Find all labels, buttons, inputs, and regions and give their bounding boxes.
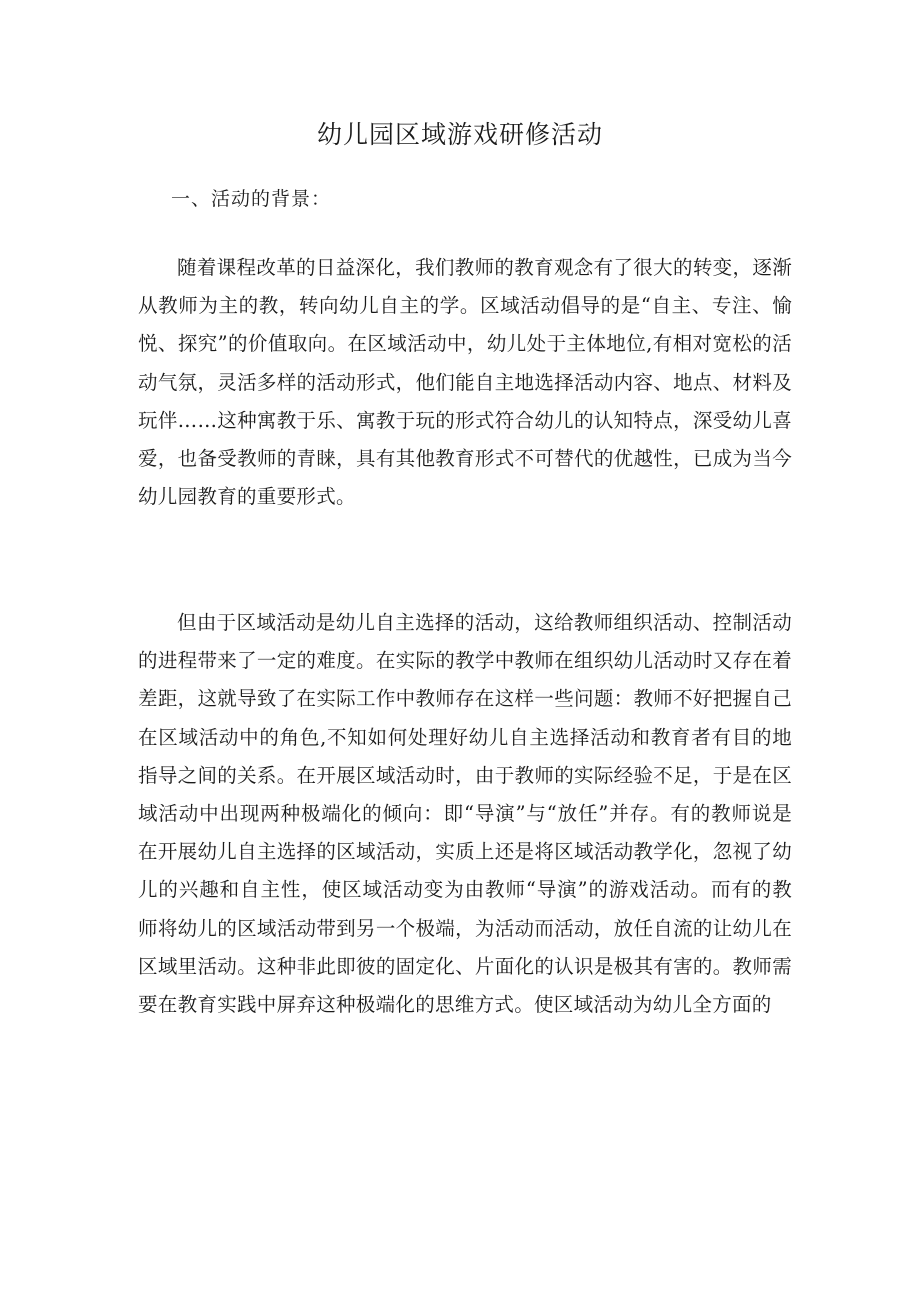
paragraph-background-2: 但由于区域活动是幼儿自主选择的活动，这给教师组织活动、控制活动的进程带来了一定的难度。在实际的教学中教师在组织幼儿活动时又存在着差距，这就导致了在实际工作中教师存在这样一些问题：教师不好把握自己在区域活动中的角色,不知如何处理好幼儿自主选择活动和教育者有目的地指导之间的关系。在开展区域活动时，由于教师的实际经验不足，于是在区域活动中出现两种极端化的倾向：即“导演”与“放任”并存。有的教师说是在开展幼儿自主选择的区域活动，实质上还是将区域活动教学化，忽视了幼儿的兴趣和自主性，使区域活动变为由教师“导演”的游戏活动。而有的教师将幼儿的区域活动带到另一个极端，为活动而活动，放任自流的让幼儿在区域里活动。这种非此即彼的固定化、片面化的认识是极其有害的。教师需要在教育实践中屏弃这种极端化的思维方式。使区域活动为幼儿全方面的 [138,611,792,1017]
document-title: 幼儿园区域游戏研修活动 [316,120,603,149]
section-heading: 一、活动的背景： [171,188,332,210]
paragraph-background-1: 随着课程改革的日益深化，我们教师的教育观念有了很大的转变，逐渐从教师为主的教，转向幼儿自主的学。区域活动倡导的是“自主、专注、愉悦、探究”的价值取向。在区域活动中，幼儿处于主体地位,有相对宽松的活动气氛，灵活多样的活动形式，他们能自主地选择活动内容、地点、材料及玩伴……这种寓教于乐、寓教于玩的形式符合幼儿的认知特点，深受幼儿喜爱，也备受教师的青睐，具有其他教育形式不可替代的优越性，已成为当今幼儿园教育的重要形式。 [138,256,792,509]
